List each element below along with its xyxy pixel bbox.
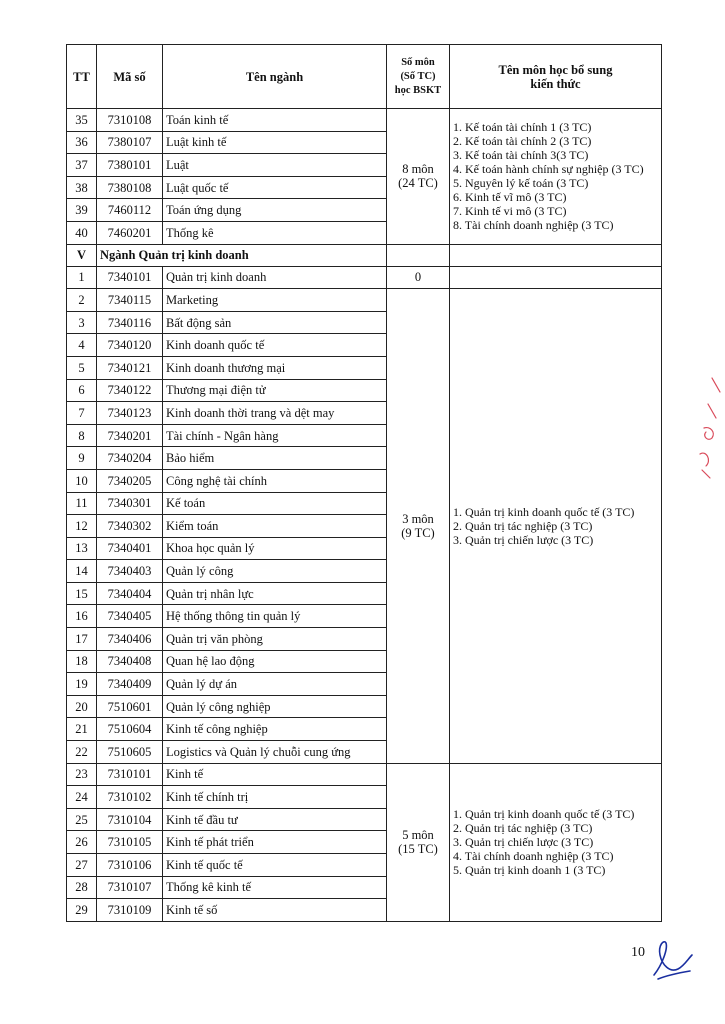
row-major-name: Quản trị văn phòng (163, 628, 387, 651)
subject-item: 2. Quản trị tác nghiệp (3 TC) (453, 821, 593, 836)
row-tt: 8 (67, 424, 97, 447)
subject-item: 2. Kế toán tài chính 2 (3 TC) (453, 134, 592, 149)
row-code: 7340404 (97, 582, 163, 605)
row-major-name: Tài chính - Ngân hàng (163, 424, 387, 447)
row-code: 7380101 (97, 154, 163, 177)
row-major-name: Thống kê kinh tế (163, 876, 387, 899)
row-tt: 12 (67, 515, 97, 538)
subject-item: 7. Kinh tế vi mô (3 TC) (453, 204, 567, 219)
row-tt: 28 (67, 876, 97, 899)
subject-item: 2. Quản trị tác nghiệp (3 TC) (453, 518, 593, 533)
row-code: 7460112 (97, 199, 163, 222)
row-major-name: Kinh tế chính trị (163, 786, 387, 809)
subject-item: 4. Tài chính doanh nghiệp (3 TC) (453, 849, 614, 864)
row-major-name: Kinh doanh quốc tế (163, 334, 387, 357)
row-code: 7510601 (97, 695, 163, 718)
row-major-name: Toán ứng dụng (163, 199, 387, 222)
row-tt: 22 (67, 741, 97, 764)
row-major-name: Kinh tế phát triển (163, 831, 387, 854)
credit-count-line: 0 (414, 270, 422, 285)
header-count (387, 45, 450, 109)
group-subject-list (450, 266, 662, 289)
row-major-name: Kiểm toán (163, 515, 387, 538)
group-credit-count (387, 763, 450, 921)
row-tt: 13 (67, 537, 97, 560)
subject-item: 3. Kế toán tài chính 3(3 TC) (453, 148, 589, 163)
credit-count-line: (15 TC) (398, 842, 438, 857)
majors-table (66, 44, 662, 922)
row-tt: 37 (67, 154, 97, 177)
row-code: 7340409 (97, 673, 163, 696)
row-code: 7340405 (97, 605, 163, 628)
row-code: 7340120 (97, 334, 163, 357)
row-tt: 23 (67, 763, 97, 786)
row-tt: 7 (67, 402, 97, 425)
row-tt: 18 (67, 650, 97, 673)
group-credit-count (387, 289, 450, 763)
row-code: 7340205 (97, 469, 163, 492)
row-code: 7380107 (97, 131, 163, 154)
header-name: Tên ngành (163, 45, 387, 109)
header-subjects-line: Tên môn học bổ sung (498, 62, 613, 77)
row-major-name: Hệ thống thông tin quản lý (163, 605, 387, 628)
row-code: 7340116 (97, 311, 163, 334)
credit-count-line: (24 TC) (398, 176, 438, 191)
row-major-name: Khoa học quản lý (163, 537, 387, 560)
row-code: 7340115 (97, 289, 163, 312)
row-tt: 20 (67, 695, 97, 718)
row-major-name: Kinh tế đầu tư (163, 808, 387, 831)
row-code: 7310108 (97, 109, 163, 132)
table-row (67, 266, 662, 289)
row-tt: 35 (67, 109, 97, 132)
row-code: 7310109 (97, 899, 163, 922)
page-number: 10 (631, 945, 645, 960)
row-major-name: Quản lý công (163, 560, 387, 583)
row-tt: 11 (67, 492, 97, 515)
row-major-name: Kinh doanh thời trang và dệt may (163, 402, 387, 425)
section-row (67, 244, 662, 266)
row-code: 7340406 (97, 628, 163, 651)
section-subject-cell (450, 244, 662, 266)
subject-item: 4. Kế toán hành chính sự nghiệp (3 TC) (453, 162, 644, 177)
header-subjects-line: kiến thức (530, 76, 581, 91)
credit-count-line: (9 TC) (401, 525, 435, 540)
row-code: 7310102 (97, 786, 163, 809)
row-tt: 26 (67, 831, 97, 854)
section-title: Ngành Quản trị kinh doanh (97, 244, 387, 266)
row-tt: 2 (67, 289, 97, 312)
row-code: 7340204 (97, 447, 163, 470)
row-tt: 14 (67, 560, 97, 583)
row-code: 7340101 (97, 266, 163, 289)
table-row (67, 763, 662, 786)
row-major-name: Kinh tế số (163, 899, 387, 922)
row-code: 7310106 (97, 854, 163, 877)
row-code: 7310105 (97, 831, 163, 854)
row-major-name: Kinh tế (163, 763, 387, 786)
row-code: 7510605 (97, 741, 163, 764)
row-major-name: Kinh tế quốc tế (163, 854, 387, 877)
row-code: 7340121 (97, 356, 163, 379)
header-count-line: (Số TC) (400, 70, 436, 82)
row-tt: 10 (67, 469, 97, 492)
subject-item: 1. Quản trị kinh doanh quốc tế (3 TC) (453, 504, 635, 519)
row-tt: 17 (67, 628, 97, 651)
group-subject-list (450, 289, 662, 763)
table-row (67, 109, 662, 132)
row-major-name: Quản trị kinh doanh (163, 266, 387, 289)
row-major-name: Công nghệ tài chính (163, 469, 387, 492)
row-major-name: Marketing (163, 289, 387, 312)
group-credit-count (387, 266, 450, 289)
section-tt: V (67, 244, 97, 266)
row-tt: 24 (67, 786, 97, 809)
section-count-cell (387, 244, 450, 266)
row-tt: 27 (67, 854, 97, 877)
row-tt: 25 (67, 808, 97, 831)
credit-count-line: 5 môn (402, 828, 434, 843)
row-major-name: Toán kinh tế (163, 109, 387, 132)
header-count-line: học BSKT (394, 84, 442, 96)
subject-item: 3. Quản trị chiến lược (3 TC) (453, 835, 594, 850)
row-code: 7510604 (97, 718, 163, 741)
row-tt: 16 (67, 605, 97, 628)
initial-signature (648, 935, 696, 983)
row-tt: 9 (67, 447, 97, 470)
subject-item: 5. Nguyên lý kế toán (3 TC) (453, 176, 589, 191)
row-major-name: Luật (163, 154, 387, 177)
row-code: 7310104 (97, 808, 163, 831)
row-tt: 3 (67, 311, 97, 334)
subject-item: 6. Kinh tế vĩ mô (3 TC) (453, 190, 567, 205)
table-header-row (67, 45, 662, 109)
header-subjects (450, 45, 662, 109)
row-major-name: Kinh doanh thương mại (163, 356, 387, 379)
row-code: 7340122 (97, 379, 163, 402)
subject-item: 1. Kế toán tài chính 1 (3 TC) (453, 120, 592, 135)
subject-item: 8. Tài chính doanh nghiệp (3 TC) (453, 218, 614, 233)
row-major-name: Bất động sản (163, 311, 387, 334)
header-code: Mã số (97, 45, 163, 109)
row-major-name: Quan hệ lao động (163, 650, 387, 673)
header-count-line: Số môn (401, 56, 435, 68)
row-code: 7340403 (97, 560, 163, 583)
row-code: 7340201 (97, 424, 163, 447)
row-major-name: Thống kê (163, 221, 387, 244)
subject-item: 3. Quản trị chiến lược (3 TC) (453, 532, 594, 547)
row-tt: 19 (67, 673, 97, 696)
row-code: 7310107 (97, 876, 163, 899)
row-tt: 40 (67, 221, 97, 244)
row-major-name: Quản trị nhân lực (163, 582, 387, 605)
row-tt: 38 (67, 176, 97, 199)
row-tt: 4 (67, 334, 97, 357)
subject-item: 1. Quản trị kinh doanh quốc tế (3 TC) (453, 807, 635, 822)
row-code: 7310101 (97, 763, 163, 786)
row-major-name: Logistics và Quản lý chuỗi cung ứng (163, 741, 387, 764)
credit-count-line: 8 môn (402, 162, 434, 177)
group-credit-count (387, 109, 450, 245)
header-tt: TT (67, 45, 97, 109)
row-code: 7340401 (97, 537, 163, 560)
row-code: 7380108 (97, 176, 163, 199)
row-tt: 29 (67, 899, 97, 922)
row-major-name: Luật quốc tế (163, 176, 387, 199)
row-major-name: Kinh tế công nghiệp (163, 718, 387, 741)
row-tt: 21 (67, 718, 97, 741)
row-tt: 6 (67, 379, 97, 402)
row-major-name: Thương mại điện tử (163, 379, 387, 402)
group-subject-list (450, 109, 662, 245)
row-major-name: Quản lý dự án (163, 673, 387, 696)
row-tt: 1 (67, 266, 97, 289)
credit-count-line: 3 môn (402, 511, 434, 526)
row-code: 7340123 (97, 402, 163, 425)
row-code: 7460201 (97, 221, 163, 244)
row-tt: 39 (67, 199, 97, 222)
row-major-name: Bảo hiểm (163, 447, 387, 470)
row-tt: 5 (67, 356, 97, 379)
row-code: 7340408 (97, 650, 163, 673)
group-subject-list (450, 763, 662, 921)
row-tt: 15 (67, 582, 97, 605)
row-tt: 36 (67, 131, 97, 154)
row-major-name: Quản lý công nghiệp (163, 695, 387, 718)
row-major-name: Kế toán (163, 492, 387, 515)
subject-item: 5. Quản trị kinh doanh 1 (3 TC) (453, 863, 606, 878)
row-code: 7340301 (97, 492, 163, 515)
margin-stamp-mark (690, 370, 725, 490)
row-code: 7340302 (97, 515, 163, 538)
row-major-name: Luật kinh tế (163, 131, 387, 154)
table-row (67, 289, 662, 312)
